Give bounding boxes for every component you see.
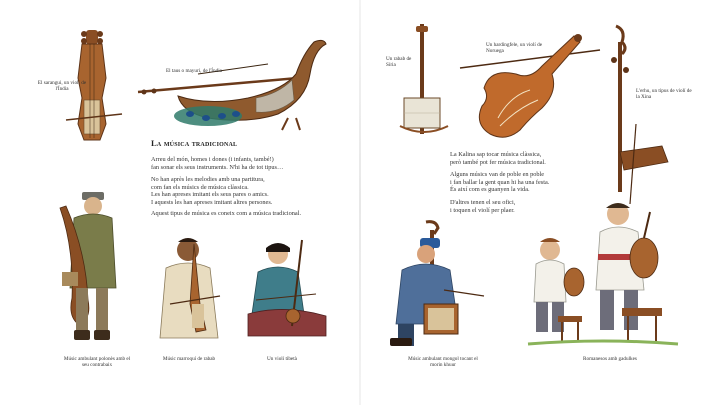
moroccan-musician-illustration [156,234,224,346]
caption-mongolian-musician: Músic ambulant mongol tocant el morin khuur [408,356,478,369]
page-gutter [359,0,361,405]
caption-erhu: L'erhu, un tipus de violí de la Xina [636,88,692,101]
caption-syrian-rabab: Un rabab de Síria [386,56,412,69]
mongolian-musician-illustration [386,220,486,348]
romanian-musicians-illustration [528,198,678,346]
caption-hardingfele: Un hardingfele, un violí de Noruega [486,42,543,55]
right-paragraph-2: Alguns músics van de poble en poble i fan ballar la gent quan hi ha una festa. És així com es guanyen la vida. [450,171,550,194]
left-paragraph-2: No han après les melodies amb una partitura, com fan els músics de música clàssica. Les han apreses imitant els seus pares o amics. I aquests les han apreses imitant altres persones. [151,176,273,206]
left-paragraph-3: Aquest tipus de música es coneix com a música tradicional. [151,210,302,217]
polish-musician-illustration [52,188,132,348]
right-paragraph-3: D'altres tenen el seu ofici, i toquen el violí per plaer. [450,199,516,214]
tibetan-musician-illustration [244,236,328,346]
taus-peacock-illustration [138,34,330,132]
right-paragraph-1: La Kalina sap tocar música clàssica, però també pot fer música tradicional. [450,151,546,166]
caption-polish-musician: Músic ambulant polonès amb el seu contrabaix [63,356,131,369]
caption-tibetan-musician: Un violí tibetà [267,356,297,362]
caption-moroccan-musician: Músic marroquí de rabab [162,356,216,362]
left-paragraph-1: Arreu del món, homes i dones (i infants, també!) fan sonar els seus instruments. N'hi ha de tot tipus… [151,156,284,171]
section-heading: La música tradicional [151,138,238,148]
caption-sarangui: El sarangui, un violí de l'Índia [37,80,87,93]
syrian-rabab-illustration [400,22,448,140]
caption-romanian-musicians: Romanesos amb gadulkes [583,356,637,362]
caption-taus: El taus o mayuri, de l'Índia [166,68,222,74]
